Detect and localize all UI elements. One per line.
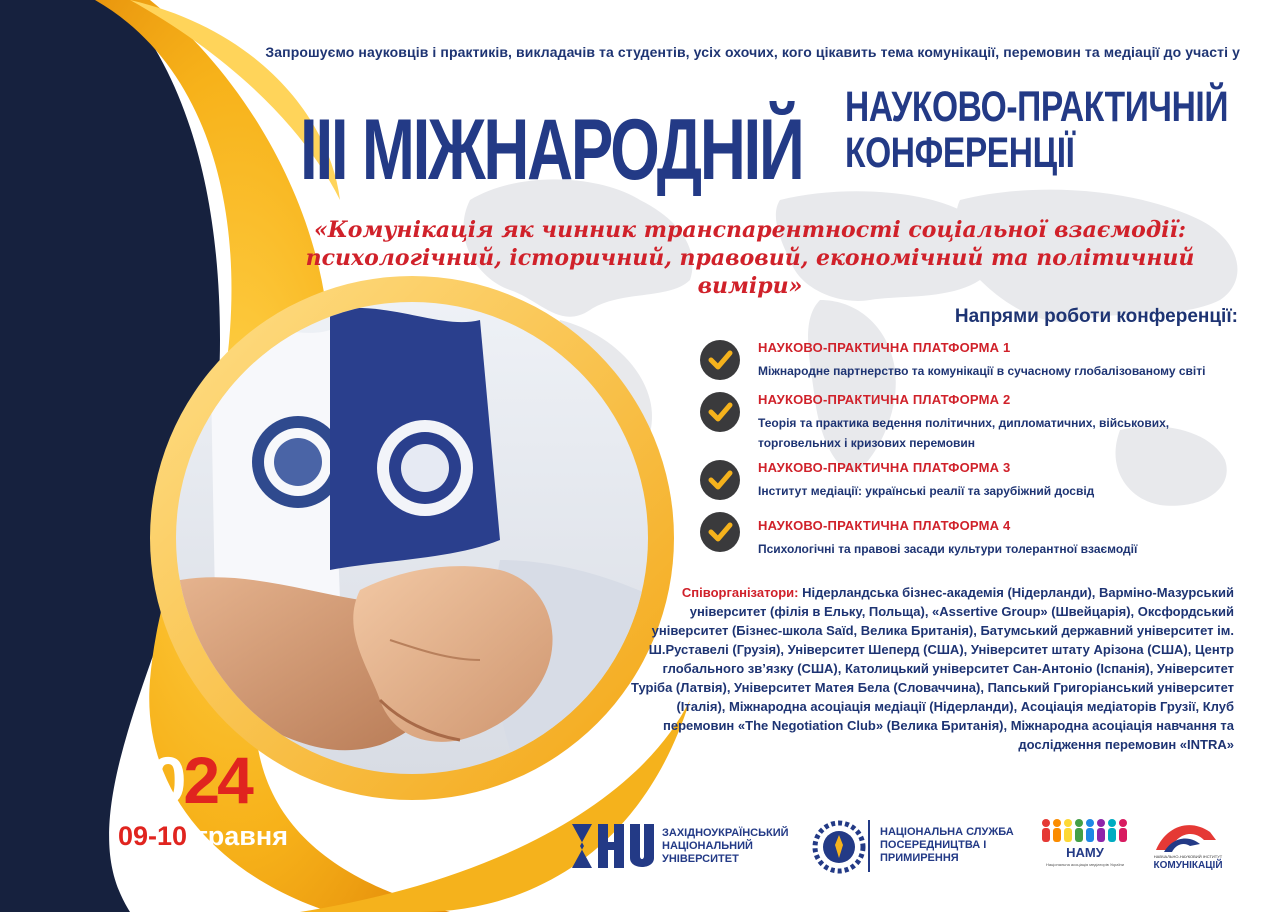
theme-line2: психологічний, історичний, правовий, економічний та політичний виміри» [305,245,1195,299]
ki-logo-icon [1150,816,1222,856]
dates-days: 09-10 [118,821,188,851]
dates-month: травня [187,821,288,851]
coorganizers-label: Співорганізатори: [681,585,799,600]
event-year [116,740,251,820]
checkmark-icon [700,340,740,380]
checkmark-icon [700,512,740,552]
platform-title: НАУКОВО-ПРАКТИЧНА ПЛАТФОРМА 1 [758,340,1011,355]
platform-title: НАУКОВО-ПРАКТИЧНА ПЛАТФОРМА 4 [758,518,1011,533]
title-small-line1: НАУКОВО-ПРАКТИЧНІЙ [845,83,1229,131]
title-small-line2: КОНФЕРЕНЦІЇ [845,129,1075,177]
year-part2: 24 [183,743,251,817]
nspp-divider [868,820,870,872]
ki-logo-subtitle: НАВЧАЛЬНО-НАУКОВИЙ ІНСТИТУТ [1153,854,1223,859]
conference-title-small [845,84,1228,176]
namu-logo-subtitle: Національна асоціація медіаторів України [1046,862,1124,867]
platform-title: НАУКОВО-ПРАКТИЧНА ПЛАТФОРМА 2 [758,392,1011,407]
zunu-logo-text: ЗАХІДНОУКРАЇНСЬКИЙ НАЦІОНАЛЬНИЙ УНІВЕРСИТЕТ [662,827,789,865]
platform-description: Теорія та практика ведення політичних, дипломатичних, військових, торговельних і кризових перемовин [758,416,1170,450]
directions-title: Напрями роботи конференції: [954,306,1238,327]
platform-description: Інститут медіації: українські реалії та зарубіжний досвід [758,484,1095,498]
event-dates [118,820,288,852]
year-part1: 20 [116,743,184,817]
nspp-emblem-icon [812,820,866,874]
theme-line1: «Комунікація як чинник транспарентності соціальної взаємодії: [314,217,1186,243]
coorganizers [630,583,1234,754]
platform-title: НАУКОВО-ПРАКТИЧНА ПЛАТФОРМА 3 [758,460,1011,475]
nspp-logo-text: НАЦІОНАЛЬНА СЛУЖБА ПОСЕРЕДНИЦТВА І ПРИМИРЕННЯ [880,826,1014,864]
ki-logo-text: КОМУНІКАЦІЙ [1153,860,1223,871]
zunu-logo-icon [570,818,658,874]
platform-description: Міжнародне партнерство та комунікації в сучасному глобалізованому світі [758,364,1206,378]
checkmark-icon [700,460,740,500]
invitation-text: Запрошуємо науковців і практиків, викладачів та студентів, усіх охочих, кого цікавить тема комунікації, перемовин та медіації до участі у [265,44,1240,60]
coorganizers-list: Нідерландська бізнес-академія (Нідерланди), Вармінo-Мазурський університет (філія в Ельку, Польща), «Assertive Group» (Швейцарія), Оксфордський університет (Бізнес-школа Saïd, Велика Британія), Батумський державний університет ім. Ш.Руставелі (Грузія), Університет Шеперд (США), Університет штату Арізона (США), Центр глобального зв’язку (США), Католицький університет Сан-Антоніо (Іспанія), Університет Туріба (Латвія), Університет Матея Бела (Словаччина), Папський Григоріанський університет (Італія), Міжнародна асоціація медіації (Нідерланди), Асоціація медіаторів Грузії, Клуб перемовин «The Negotiation Club» (Велика Британія), Міжнародна асоціація навчання та дослідження перемовин «INTRA» [631,585,1234,752]
platform-description: Психологічні та правові засади культури толерантної взаємодії [758,542,1138,556]
conference-title-big: ІІІ МІЖНАРОДНІЙ [300,102,803,198]
namu-people-icon [1040,818,1130,846]
namu-logo-text: НАМУ [1066,845,1104,860]
checkmark-icon [700,392,740,432]
conference-theme [270,216,1230,300]
